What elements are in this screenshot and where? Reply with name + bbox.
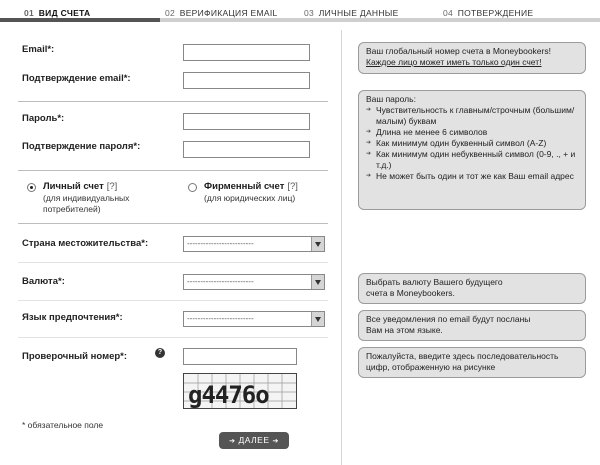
- country-select[interactable]: -------------------------: [183, 236, 325, 252]
- step-rest-bar: [160, 18, 600, 22]
- business-account-radio[interactable]: [188, 183, 197, 192]
- password-rules-list: [366, 105, 578, 182]
- chevron-down-icon: [311, 275, 324, 289]
- required-note: * обязательное поле: [22, 420, 104, 430]
- chevron-down-icon: [311, 237, 324, 251]
- language-info-box: Все уведомления по email будут посланы Вам на этом языке.: [358, 310, 586, 341]
- password-confirm-label: Подтверждение пароля*:: [22, 141, 141, 152]
- divider: [18, 262, 328, 263]
- step-4: 04 ПОТВЕРЖДЕНИЕ: [443, 8, 534, 18]
- divider: [18, 223, 328, 224]
- list-item: ➔ Не может быть один и тот же как Ваш email адрес: [366, 171, 578, 182]
- captcha-text: g4476o: [188, 381, 269, 409]
- business-account-title: Фирменный счет [?]: [204, 181, 298, 192]
- chevron-down-icon: [311, 312, 324, 326]
- currency-info-box: Выбрать валюту Вашего будущего счета в Moneybookers.: [358, 273, 586, 304]
- account-info-box: Ваш глобальный номер счета в Moneybookers! Каждое лицо может иметь только один счет!: [358, 42, 586, 74]
- step-3: 03 ЛИЧНЫЕ ДАННЫЕ: [304, 8, 399, 18]
- personal-account-radio[interactable]: [27, 183, 36, 192]
- help-icon[interactable]: ?: [155, 348, 165, 358]
- step-1-bar: [0, 18, 160, 22]
- personal-account-help-link[interactable]: [?]: [106, 181, 118, 192]
- language-select[interactable]: -------------------------: [183, 311, 325, 327]
- personal-account-description: (для индивидуальных потребителей): [43, 193, 130, 214]
- captcha-image: [183, 373, 297, 409]
- arrow-right-icon: ➔: [272, 438, 279, 445]
- step-progress-header: [0, 0, 600, 22]
- arrow-right-icon: ➔: [229, 438, 236, 445]
- step-2: 02 ВЕРИФИКАЦИЯ EMAIL: [165, 8, 278, 18]
- divider: [18, 101, 328, 102]
- captcha-grid: [184, 374, 297, 409]
- captcha-info-box: Пожалуйста, введите здесь последовательность цифр, отображенную на рисунке: [358, 347, 586, 378]
- captcha-label: Проверочный номер*:: [22, 351, 128, 362]
- list-item: ➔ Чувствительность к главным/строчным (большим/малым) буквам: [366, 105, 578, 127]
- password-label: Пароль*:: [22, 113, 65, 124]
- list-item: ➔ Как минимум один небуквенный символ (0-9, ., + и т.д.): [366, 149, 578, 171]
- captcha-input[interactable]: [183, 348, 297, 365]
- divider: [18, 300, 328, 301]
- next-button[interactable]: ➔ ДАЛЕЕ ➔: [219, 432, 289, 449]
- column-divider: [341, 30, 342, 465]
- country-label: Страна местожительства*:: [22, 238, 149, 249]
- password-field[interactable]: [183, 113, 310, 130]
- email-label: Email*:: [22, 44, 55, 55]
- business-account-description: (для юридических лиц): [204, 193, 296, 203]
- language-label: Язык предпочтения*:: [22, 312, 123, 323]
- business-account-help-link[interactable]: [?]: [287, 181, 298, 192]
- divider: [18, 337, 328, 338]
- personal-account-title: Личный счет [?]: [43, 181, 118, 192]
- currency-select[interactable]: -------------------------: [183, 274, 325, 290]
- list-item: ➔ Как минимум один буквенный символ (A-Z): [366, 138, 578, 149]
- password-rules-box: Ваш пароль: ➔ Чувствительность к главным/строчным (большим/малым) буквам ➔ Длина не менее 6 символов ➔ Как минимум один буквенный символ (A-Z) ➔ Как минимум один небуквенный символ (0-9, ., + и т.д.) ➔ Не может быть один и тот же как Ваш email адрес: [358, 90, 586, 210]
- step-1: 01 ВИД СЧЕТА: [24, 8, 91, 18]
- email-confirm-label: Подтверждение email*:: [22, 73, 131, 84]
- currency-label: Валюта*:: [22, 276, 65, 287]
- list-item: ➔ Длина не менее 6 символов: [366, 127, 578, 138]
- password-confirm-field[interactable]: [183, 141, 310, 158]
- email-field[interactable]: [183, 44, 310, 61]
- email-confirm-field[interactable]: [183, 72, 310, 89]
- divider: [18, 170, 328, 171]
